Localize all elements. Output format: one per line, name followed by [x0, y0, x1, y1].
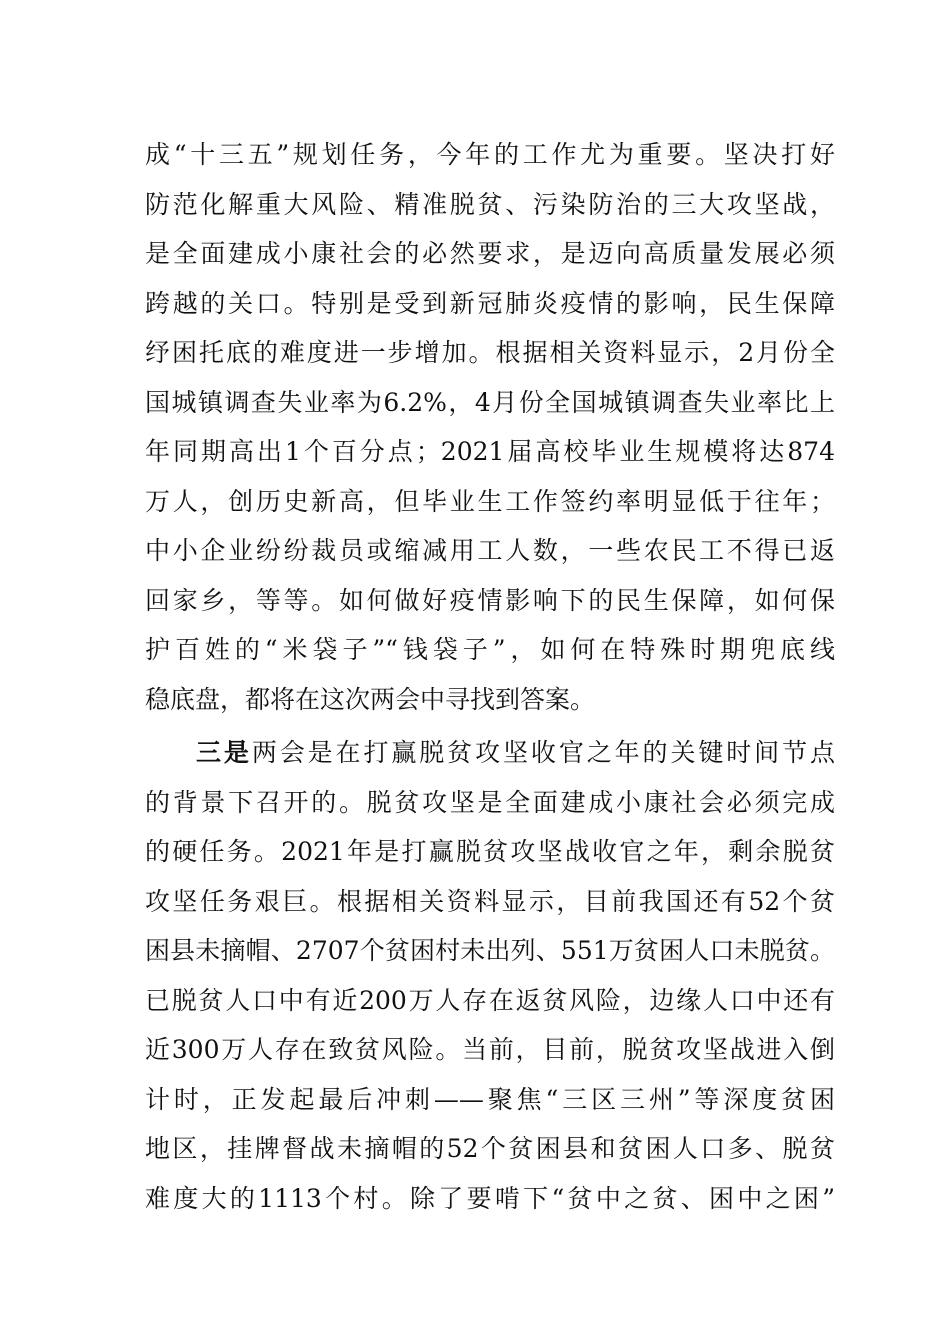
body-text-line: 年同期高出1个百分点；2021届高校毕业生规模将达874: [145, 437, 835, 466]
body-text-line: 跨越的关口。特别是受到新冠肺炎疫情的影响，民生保障: [145, 289, 835, 318]
body-text-line: 难度大的1113个村。除了要啃下“贫中之贫、困中之困”: [145, 1184, 835, 1213]
body-text-line: 困县未摘帽、2707个贫困村未出列、551万贫困人口未脱贫。: [145, 936, 835, 965]
paragraph-first-line-text: 两会是在打赢脱贫攻坚收官之年的关键时间节点: [251, 738, 835, 767]
body-text-line: 回家乡，等等。如何做好疫情影响下的民生保障，如何保: [145, 586, 835, 615]
body-text-line: 稳底盘，都将在这次两会中寻找到答案。: [145, 685, 596, 714]
body-text-line: 中小企业纷纷裁员或缩减用工人数，一些农民工不得已返: [145, 536, 835, 565]
body-text-line: 计时，正发起最后冲刺——聚焦“三区三州”等深度贫困: [145, 1085, 835, 1114]
body-text-line: 已脱贫人口中有近200万人存在返贫风险，边缘人口中还有: [145, 986, 835, 1015]
body-text-line: 的硬任务。2021年是打赢脱贫攻坚战收官之年，剩余脱贫: [145, 837, 835, 866]
body-text-line: 护百姓的“米袋子”“钱袋子”，如何在特殊时期兜底线: [145, 635, 835, 664]
paragraph-first-line: [196, 733, 835, 773]
body-text-line: 地区，挂牌督战未摘帽的52个贫困县和贫困人口多、脱贫: [145, 1134, 835, 1163]
body-text-line: 的背景下召开的。脱贫攻坚是全面建成小康社会必须完成: [145, 788, 835, 817]
body-text-line: 攻坚任务艰巨。根据相关资料显示，目前我国还有52个贫: [145, 887, 835, 916]
body-text-line: 近300万人存在致贫风险。当前，目前，脱贫攻坚战进入倒: [145, 1035, 835, 1064]
body-text-line: 纾困托底的难度进一步增加。根据相关资料显示，2月份全: [145, 338, 835, 367]
body-text-line: 防范化解重大风险、精准脱贫、污染防治的三大攻坚战，: [145, 190, 835, 219]
body-text-line: 是全面建成小康社会的必然要求，是迈向高质量发展必须: [145, 239, 835, 268]
body-text-line: 成“十三五”规划任务，今年的工作尤为重要。坚决打好: [145, 140, 835, 169]
paragraph-lead-label: 三是: [196, 738, 252, 767]
body-text-line: 国城镇调查失业率为6.2%，4月份全国城镇调查失业率比上: [145, 388, 835, 417]
body-text-line: 万人，创历史新高，但毕业生工作签约率明显低于往年；: [145, 487, 835, 516]
